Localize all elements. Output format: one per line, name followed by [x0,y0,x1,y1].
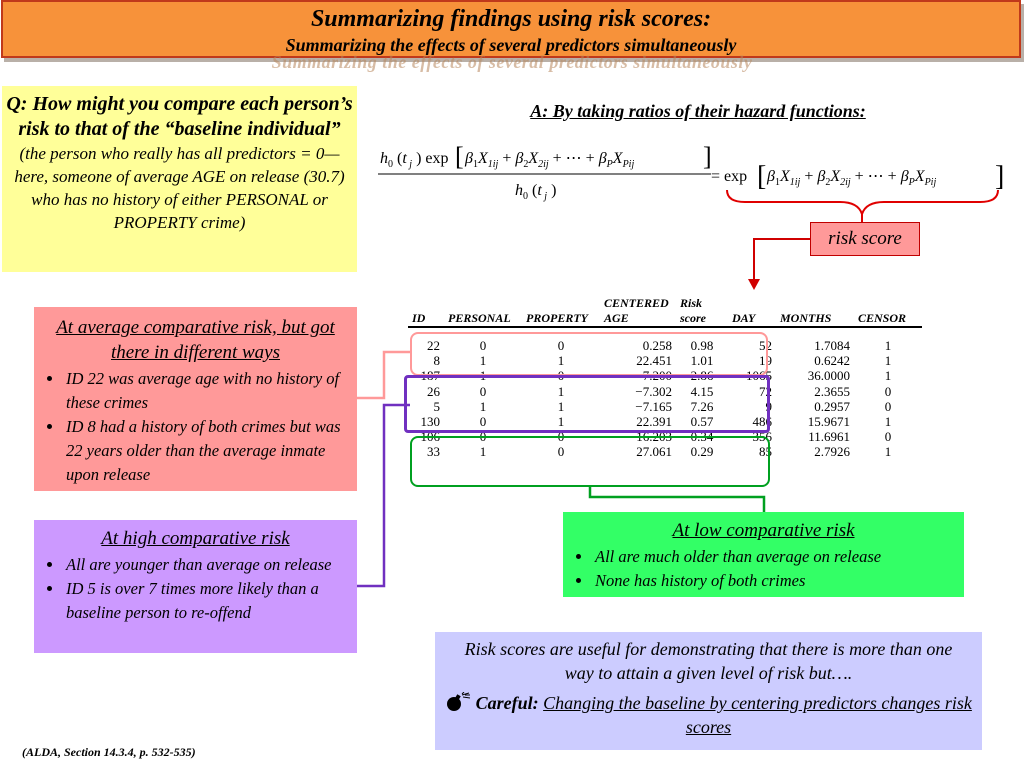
table-cell: 1 [884,444,892,460]
table-cell: 0.57 [690,414,714,430]
table-cell: 27.061 [636,444,672,460]
table-cell: 0.29 [690,444,714,460]
table-cell: 4.15 [690,383,714,399]
table-cell: 8 [433,353,440,369]
average-risk-box [34,307,357,491]
low-risk-box [563,512,964,597]
table-cell: 9 [765,398,772,414]
table-cell: 0.6242 [814,353,850,369]
svg-text:β1X1ij + β2X2ij + ⋯ + βPXPij: $\beta_1X_{1ij} + \beta_2X_{2ij}$ + ⋯ + $\beta_PX_{Pij}$ [465,150,635,170]
table-cell: 0 [557,338,565,354]
avg-connector [357,352,410,398]
table-cell: 1 [479,353,487,369]
low-connector [590,487,764,512]
svg-text:[: [ [757,161,767,192]
avg-risk-group-outline [410,332,768,376]
table-cell: 7.26 [690,398,714,414]
table-cell: 1 [557,414,565,430]
table-cell: 0 [479,383,487,399]
high-risk-group-outline [404,375,770,433]
table-cell: 1065 [746,368,772,384]
table-cell: −7.302 [635,383,672,399]
table-cell: 106 [420,429,440,445]
col-months: MONTHS [780,311,832,325]
table-cell: 0 [479,414,487,430]
table-cell: 1 [479,398,487,414]
table-cell: −7.200 [635,368,672,384]
table-cell: 1 [479,444,487,460]
table-cell: 0 [557,444,565,460]
table-cell: 486 [752,414,772,430]
col-personal: PERSONAL [448,311,511,325]
risk-score-label: risk score [810,222,920,256]
question-heading: Q: How might you compare each person’s risk to that of the “baseline individual” [6,93,353,140]
svg-text:]: ] [995,161,1005,192]
table-cell: 1 [557,383,565,399]
table-cell: 72 [759,383,772,399]
table-cell: 0 [557,368,565,384]
table-cell: 1.7084 [814,338,850,354]
list-item: • ID 5 is over 7 times more likely than a baseline person to re-offend [64,577,349,625]
table-cell: 0.258 [642,338,672,354]
table-cell: 19 [759,353,772,369]
table-cell: 2.3655 [814,383,850,399]
average-risk-heading: At average comparative risk, but got there in different ways [56,317,335,363]
careful-text: Changing the baseline by centering predictors changes risk scores [543,693,972,737]
table-cell: 0 [479,429,487,445]
table-cell: 1 [884,368,892,384]
table-cell: 0.2957 [814,398,850,414]
table-cell: 22.451 [636,353,672,369]
table-cell: 1 [479,368,487,384]
table-cell: 0 [479,338,487,354]
table-cell: 1 [557,398,565,414]
citation: (ALDA, Section 14.3.4, p. 532-535) [22,745,196,759]
table-cell: 22 [427,338,440,354]
table-cell: 16.203 [636,429,672,445]
list-item: • All are much older than average on release [593,545,956,569]
list-item: • None has history of both crimes [593,569,956,593]
high-risk-heading: At high comparative risk [101,528,290,549]
table-cell: 1.01 [690,353,714,369]
low-risk-heading: At low comparative risk [672,520,855,541]
slide-title: Summarizing findings using risk scores: [310,6,712,32]
answer-heading: A: By taking ratios of their hazard functions: [530,101,866,121]
table-cell: 33 [427,444,440,460]
table-cell: 1 [884,338,892,354]
svg-text:= exp: = exp [711,168,748,185]
conclusion-text: Risk scores are useful for demonstrating that there is more than one way to attain a given level of risk but…. [464,639,953,683]
table-cell: 0 [557,429,565,445]
table-cell: 36.0000 [807,368,850,384]
table-cell: 1 [884,353,892,369]
table-header-row [408,290,922,327]
table-cell: 2.86 [690,368,714,384]
col-centered-age: CENTERED AGE [604,296,669,325]
high-risk-box [34,520,357,653]
table-cell: 22.391 [636,414,672,430]
question-subtext: (the person who really has all predictors = 0—here, someone of average AGE on release (30.7) who has no history of either PERSONAL or PROPERTY crime) [14,144,345,232]
table-cell: 15.9671 [807,414,850,430]
table-cell: 356 [752,429,772,445]
table-cell: 1 [557,353,565,369]
table-cell: 187 [420,368,440,384]
arrow-head [748,279,760,290]
risk-score-brace [727,190,998,214]
low-risk-group-outline [410,436,770,487]
denominator: $h_0$ (t $_j$ ) [515,182,557,202]
table-cell: 85 [759,444,772,460]
table-cell: 5 [433,398,440,414]
table-cell: −7.165 [635,398,672,414]
high-connector [357,405,410,586]
table-cell: 0 [884,429,892,445]
risk-score-expression: $\beta_1X_{1ij} + \beta_2X_{2ij}$ + ⋯ + $\beta_PX_{Pij}$ [767,168,937,188]
col-censor: CENSOR [858,311,907,325]
svg-text:[: [ [455,142,464,171]
careful-note [435,691,982,739]
table-cell: 52 [759,338,772,354]
table-cell: 0 [884,398,892,414]
list-item: • All are younger than average on release [64,553,349,577]
col-id: ID [412,311,426,325]
svg-text:]: ] [703,142,712,171]
table-cell: 0 [884,383,892,399]
col-property: PROPERTY [526,311,588,325]
table-cell: 0.34 [690,429,714,445]
numerator: $h_0$ (t $_j$ ) exp [380,150,449,170]
table-cell: 26 [427,383,440,399]
conclusion-box [435,632,982,750]
table-cell: 0.98 [690,338,714,354]
col-risk-score: Risk score [680,296,706,325]
table-cell: 2.7926 [814,444,850,460]
list-item: • ID 22 was average age with no history of these crimes [64,367,349,415]
bomb-icon [445,692,471,712]
col-day: DAY [732,311,756,325]
table-cell: 11.6961 [808,429,850,445]
risk-score-arrow [754,239,810,280]
subtitle-shadow: Summarizing the effects of several predictors simultaneously [271,52,753,72]
careful-label: Careful: [475,693,539,713]
list-item: • ID 8 had a history of both crimes but was 22 years older than the average inmate upon release [64,415,349,487]
table-cell: 1 [884,414,892,430]
table-cell: 130 [420,414,440,430]
slide-subtitle: Summarizing the effects of several predictors simultaneously [285,35,737,55]
